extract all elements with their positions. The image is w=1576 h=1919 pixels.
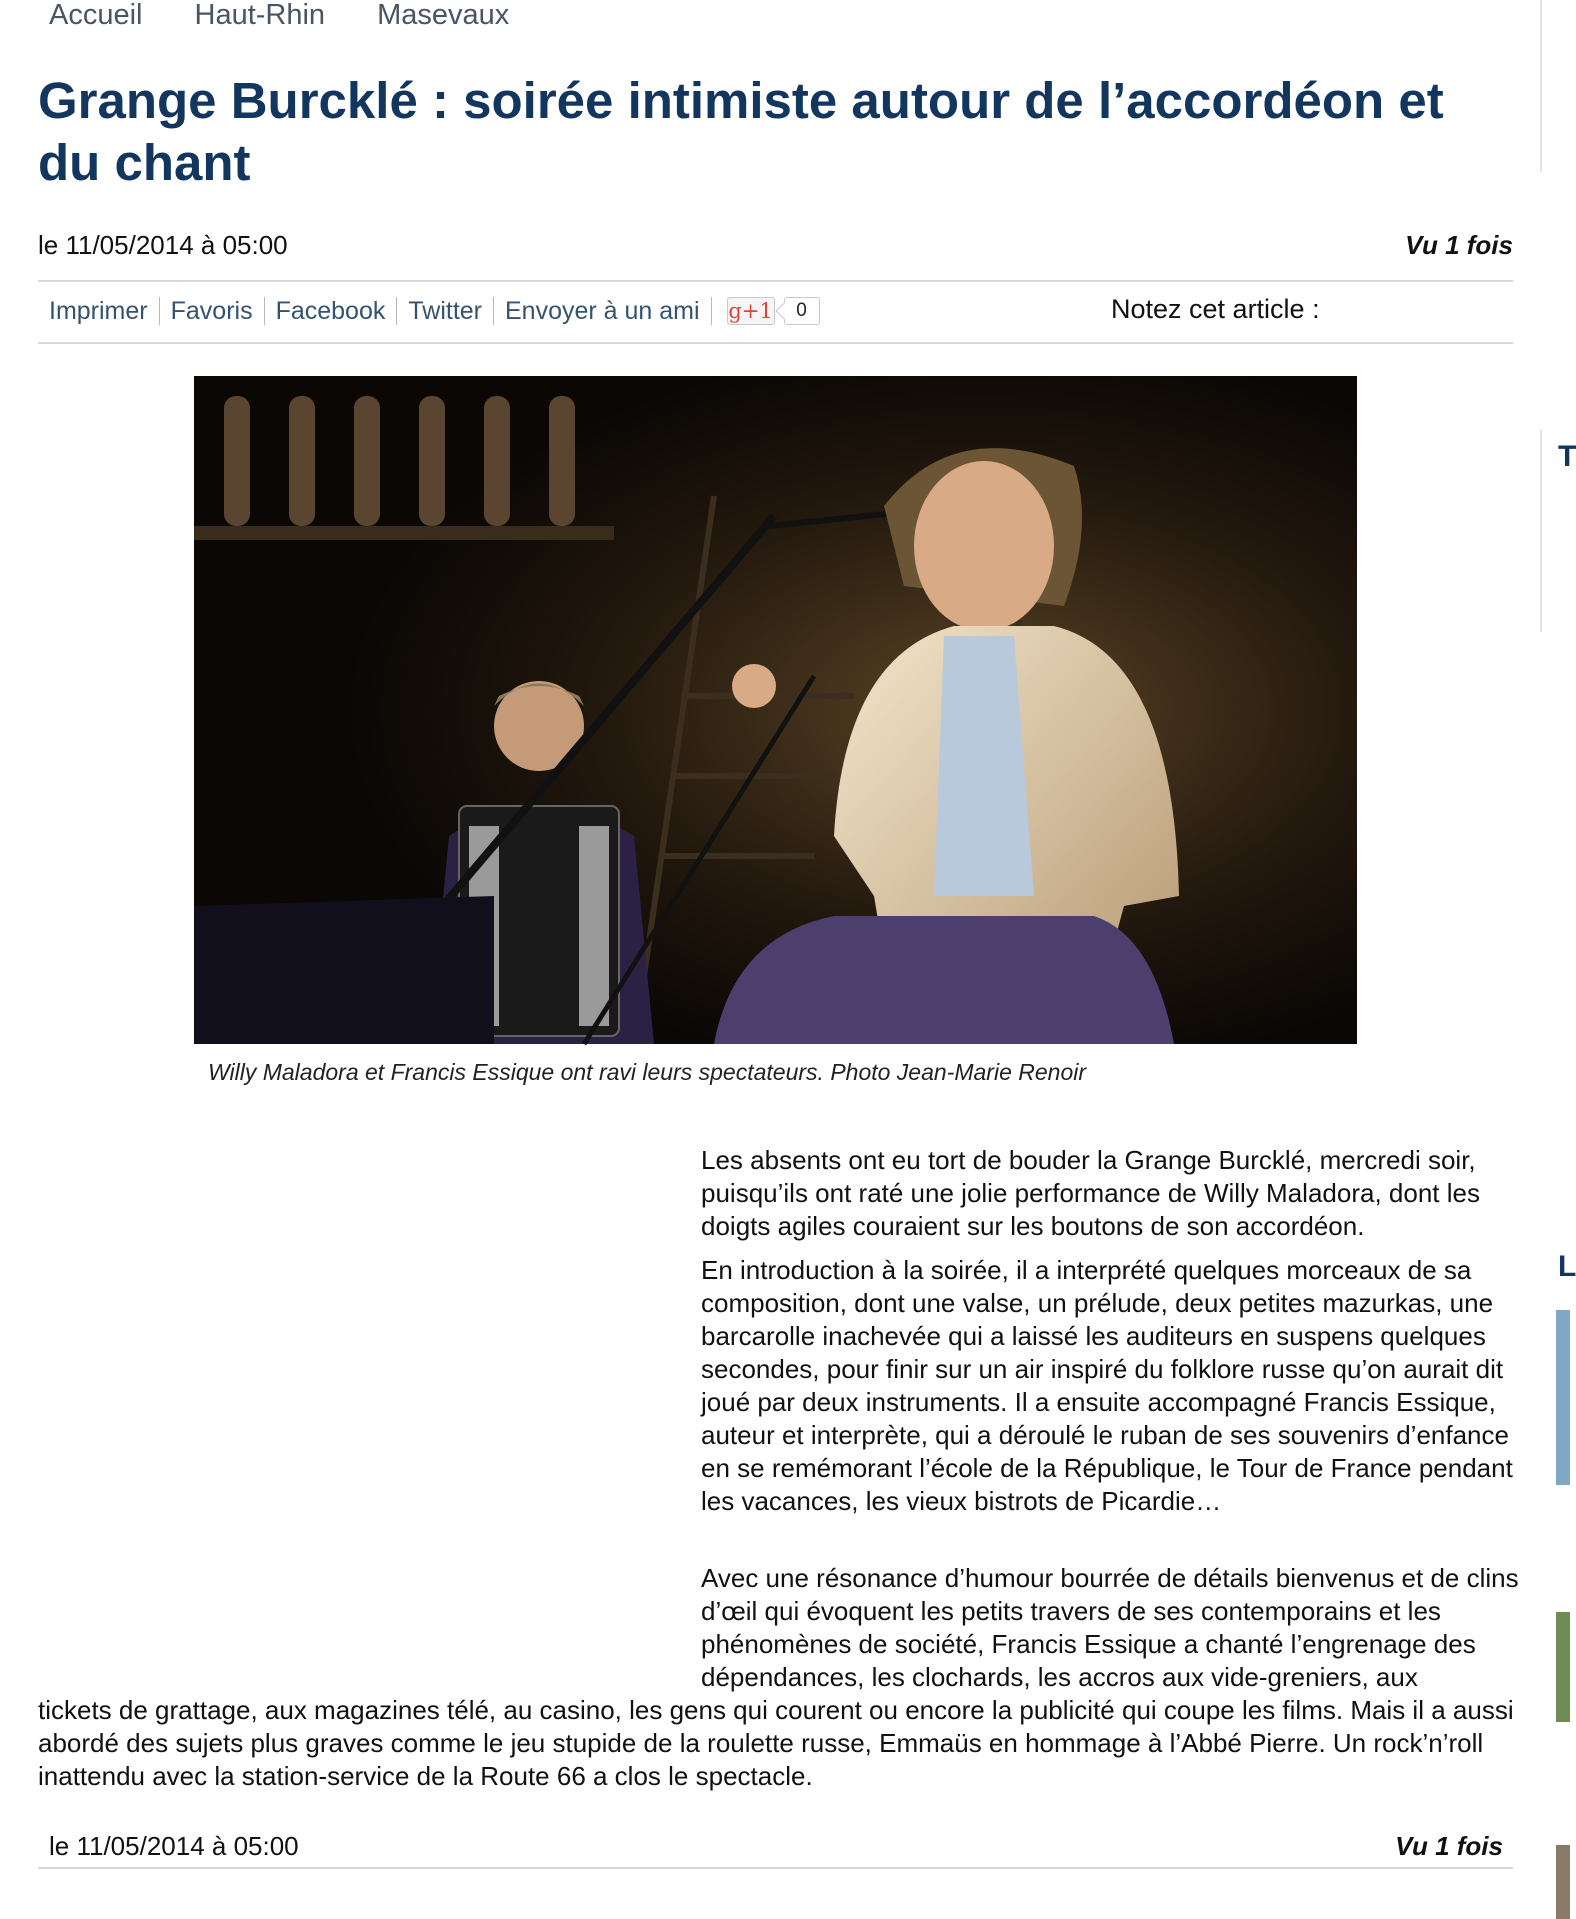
view-count: Vu 1 fois — [1395, 1831, 1503, 1861]
publish-date: le 11/05/2014 à 05:00 — [38, 230, 288, 260]
article-toolbar — [49, 294, 820, 328]
article-meta — [38, 230, 1513, 262]
sidebar-thumbnail[interactable] — [1556, 1310, 1570, 1485]
article-paragraph: Les absents ont eu tort de bouder la Grange Burcklé, mercredi soir, puisqu’ils ont raté une jolie performance de Willy Maladora, dont les doigts agiles couraient sur les boutons de son accordéon. — [701, 1145, 1480, 1241]
facebook-link[interactable]: Facebook — [275, 296, 386, 325]
separator — [396, 297, 397, 325]
divider — [38, 342, 1513, 344]
google-plus-count: 0 — [784, 297, 820, 325]
sidebar-box — [1540, 0, 1572, 172]
separator — [493, 297, 494, 325]
google-plus-widget — [727, 297, 820, 325]
sidebar-edge — [1540, 0, 1576, 1919]
sidebar-heading: L — [1558, 1250, 1576, 1283]
separator — [711, 297, 712, 325]
article-paragraph: tickets de grattage, aux magazines télé, au casino, les gens qui courent ou encore la publicité qui coupe les films. Mais il a aussi abordé des sujets plus graves comme le jeu stupide de la roulette russe, Emmaüs en hommage à l’Abbé Pierre. Un rock’n’roll inattendu avec la station-service de la Route 66 a clos le spectacle. — [38, 1695, 1514, 1791]
sidebar-thumbnail[interactable] — [1556, 1612, 1570, 1722]
publish-date: le 11/05/2014 à 05:00 — [49, 1831, 299, 1861]
article-footer-meta — [49, 1831, 1503, 1862]
breadcrumb — [49, 0, 509, 34]
article-photo — [194, 376, 1357, 1044]
view-count: Vu 1 fois — [1405, 230, 1513, 260]
separator — [264, 297, 265, 325]
article-paragraph: Avec une résonance d’humour bourrée de détails bienvenus et de clins d’œil qui évoquent les petits travers de ses contemporains et les phénomènes de société, Francis Essique a chanté l’engrenage des dépendances, les clochards, les accros aux vide-greniers, aux — [701, 1563, 1519, 1692]
article-paragraph: En introduction à la soirée, il a interprété quelques morceaux de sa composition, dont une valse, un prélude, deux petites mazurkas, une barcarolle inachevée qui a laissé les auditeurs en suspens quelques secondes, pour finir sur un air inspiré du folklore russe qu’on aurait dit joué par deux instruments. Il a ensuite accompagné Francis Essique, auteur et interprète, qui a déroulé le ruban de ses souvenirs d’enfance en se remémorant l’école de la République, le Tour de France pendant les vacances, les vieux bistrots de Picardie… — [701, 1255, 1513, 1516]
print-link[interactable]: Imprimer — [49, 296, 148, 325]
article-title: Grange Burcklé : soirée intimiste autour de l’accordéon et du chant — [38, 72, 1444, 191]
sidebar-heading: T — [1558, 440, 1576, 473]
breadcrumb-item-accueil[interactable]: Accueil — [49, 0, 143, 31]
rating-label: Notez cet article : — [1111, 294, 1320, 324]
google-plus-button[interactable]: g+1 — [728, 299, 773, 323]
twitter-link[interactable]: Twitter — [408, 296, 482, 325]
breadcrumb-item-haut-rhin[interactable]: Haut-Rhin — [194, 0, 326, 31]
divider — [38, 1867, 1513, 1869]
divider — [38, 280, 1513, 282]
sidebar-thumbnail[interactable] — [1556, 1845, 1570, 1919]
breadcrumb-item-masevaux[interactable]: Masevaux — [377, 0, 510, 31]
separator — [159, 297, 160, 325]
send-to-friend-link[interactable]: Envoyer à un ami — [505, 296, 700, 325]
favorites-link[interactable]: Favoris — [170, 296, 253, 325]
photo-caption: Willy Maladora et Francis Essique ont ravi leurs spectateurs. Photo Jean-Marie Renoir — [208, 1059, 1086, 1085]
